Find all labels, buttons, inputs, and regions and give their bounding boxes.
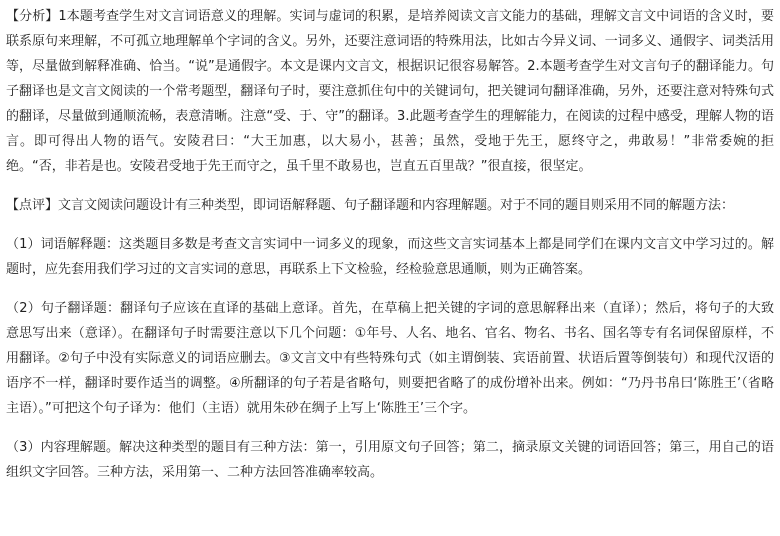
paragraph-gap — [6, 282, 774, 296]
paragraph-gap — [6, 179, 774, 193]
comment-sentence-translation-paragraph: （2）句子翻译题：翻译句子应该在直译的基础上意译。首先，在草稿上把关键的字词的意思解释出来（直译）；然后，将句子的大致意思写出来（意译）。在翻译句子时需要注意以下几个问题：①年号、人名、地名、官名、物名、书名、国名等专有名词保留原样，不用翻译。②句子中没有实际意义的词语应删去。③文言文中有些特殊句式（如主谓倒装、宾语前置、状语后置等倒装句）和现代汉语的语序不一样，翻译时要作适当的调整。④所翻译的句子若是省略句，则要把省略了的成份增补出来。例如：“乃丹书帛曰‘陈胜王’（省略主语）。”可把这个句子译为：他们（主语）就用朱砂在绸子上写上‘陈胜王’三个字。 — [6, 301, 774, 416]
comment-content-understanding-paragraph: （3）内容理解题。解决这种类型的题目有三种方法：第一，引用原文句子回答；第二，摘录原文关键的词语回答；第三，用自己的语组织文字回答。三种方法，采用第一、二种方法回答准确率较高。 — [6, 440, 774, 480]
paragraph-gap — [6, 421, 774, 435]
analysis-paragraph: 【分析】1本题考查学生对文言词语意义的理解。实词与虚词的积累，是培养阅读文言文能力的基础，理解文言文中词语的含义时，要联系原句来理解，不可孤立地理解单个字词的含义。另外，还要注意词语的特殊用法，比如古今异义词、一词多义、通假字、词类活用等，尽量做到解释准确、恰当。“说”是通假字。本文是课内文言文，根据识记很容易解答。2.本题考查学生对文言句子的翻译能力。句子翻译也是文言文阅读的一个常考题型，翻译句子时，要注意抓住句中的关键词句，把关键词句翻译准确，另外，还要注意对特殊句式的翻译，尽量做到通顺流畅，表意清晰。注意“受、于、守”的翻译。3.此题考查学生的理解能力，在阅读的过程中感受，理解人物的语言。即可得出人物的语气。安陵君曰：“大王加惠，以大易小，甚善；虽然，受地于先王，愿终守之，弗敢易！”非常委婉的拒绝。“否，非若是也。安陵君受地于先王而守之，虽千里不敢易也，岂直五百里哉？”很直接，很坚定。 — [6, 9, 774, 174]
comment-intro-paragraph: 【点评】文言文阅读问题设计有三种类型，即词语解释题、句子翻译题和内容理解题。对于不同的题目则采用不同的解题方法： — [6, 198, 735, 213]
comment-word-explanation-paragraph: （1）词语解释题：这类题目多数是考查文言实词中一词多义的现象，而这些文言实词基本上都是同学们在课内文言文中学习过的。解题时，应先套用我们学习过的文言实词的意思，再联系上下文检验，经检验意思通顺，则为正确答案。 — [6, 237, 774, 277]
paragraph-gap — [6, 218, 774, 232]
